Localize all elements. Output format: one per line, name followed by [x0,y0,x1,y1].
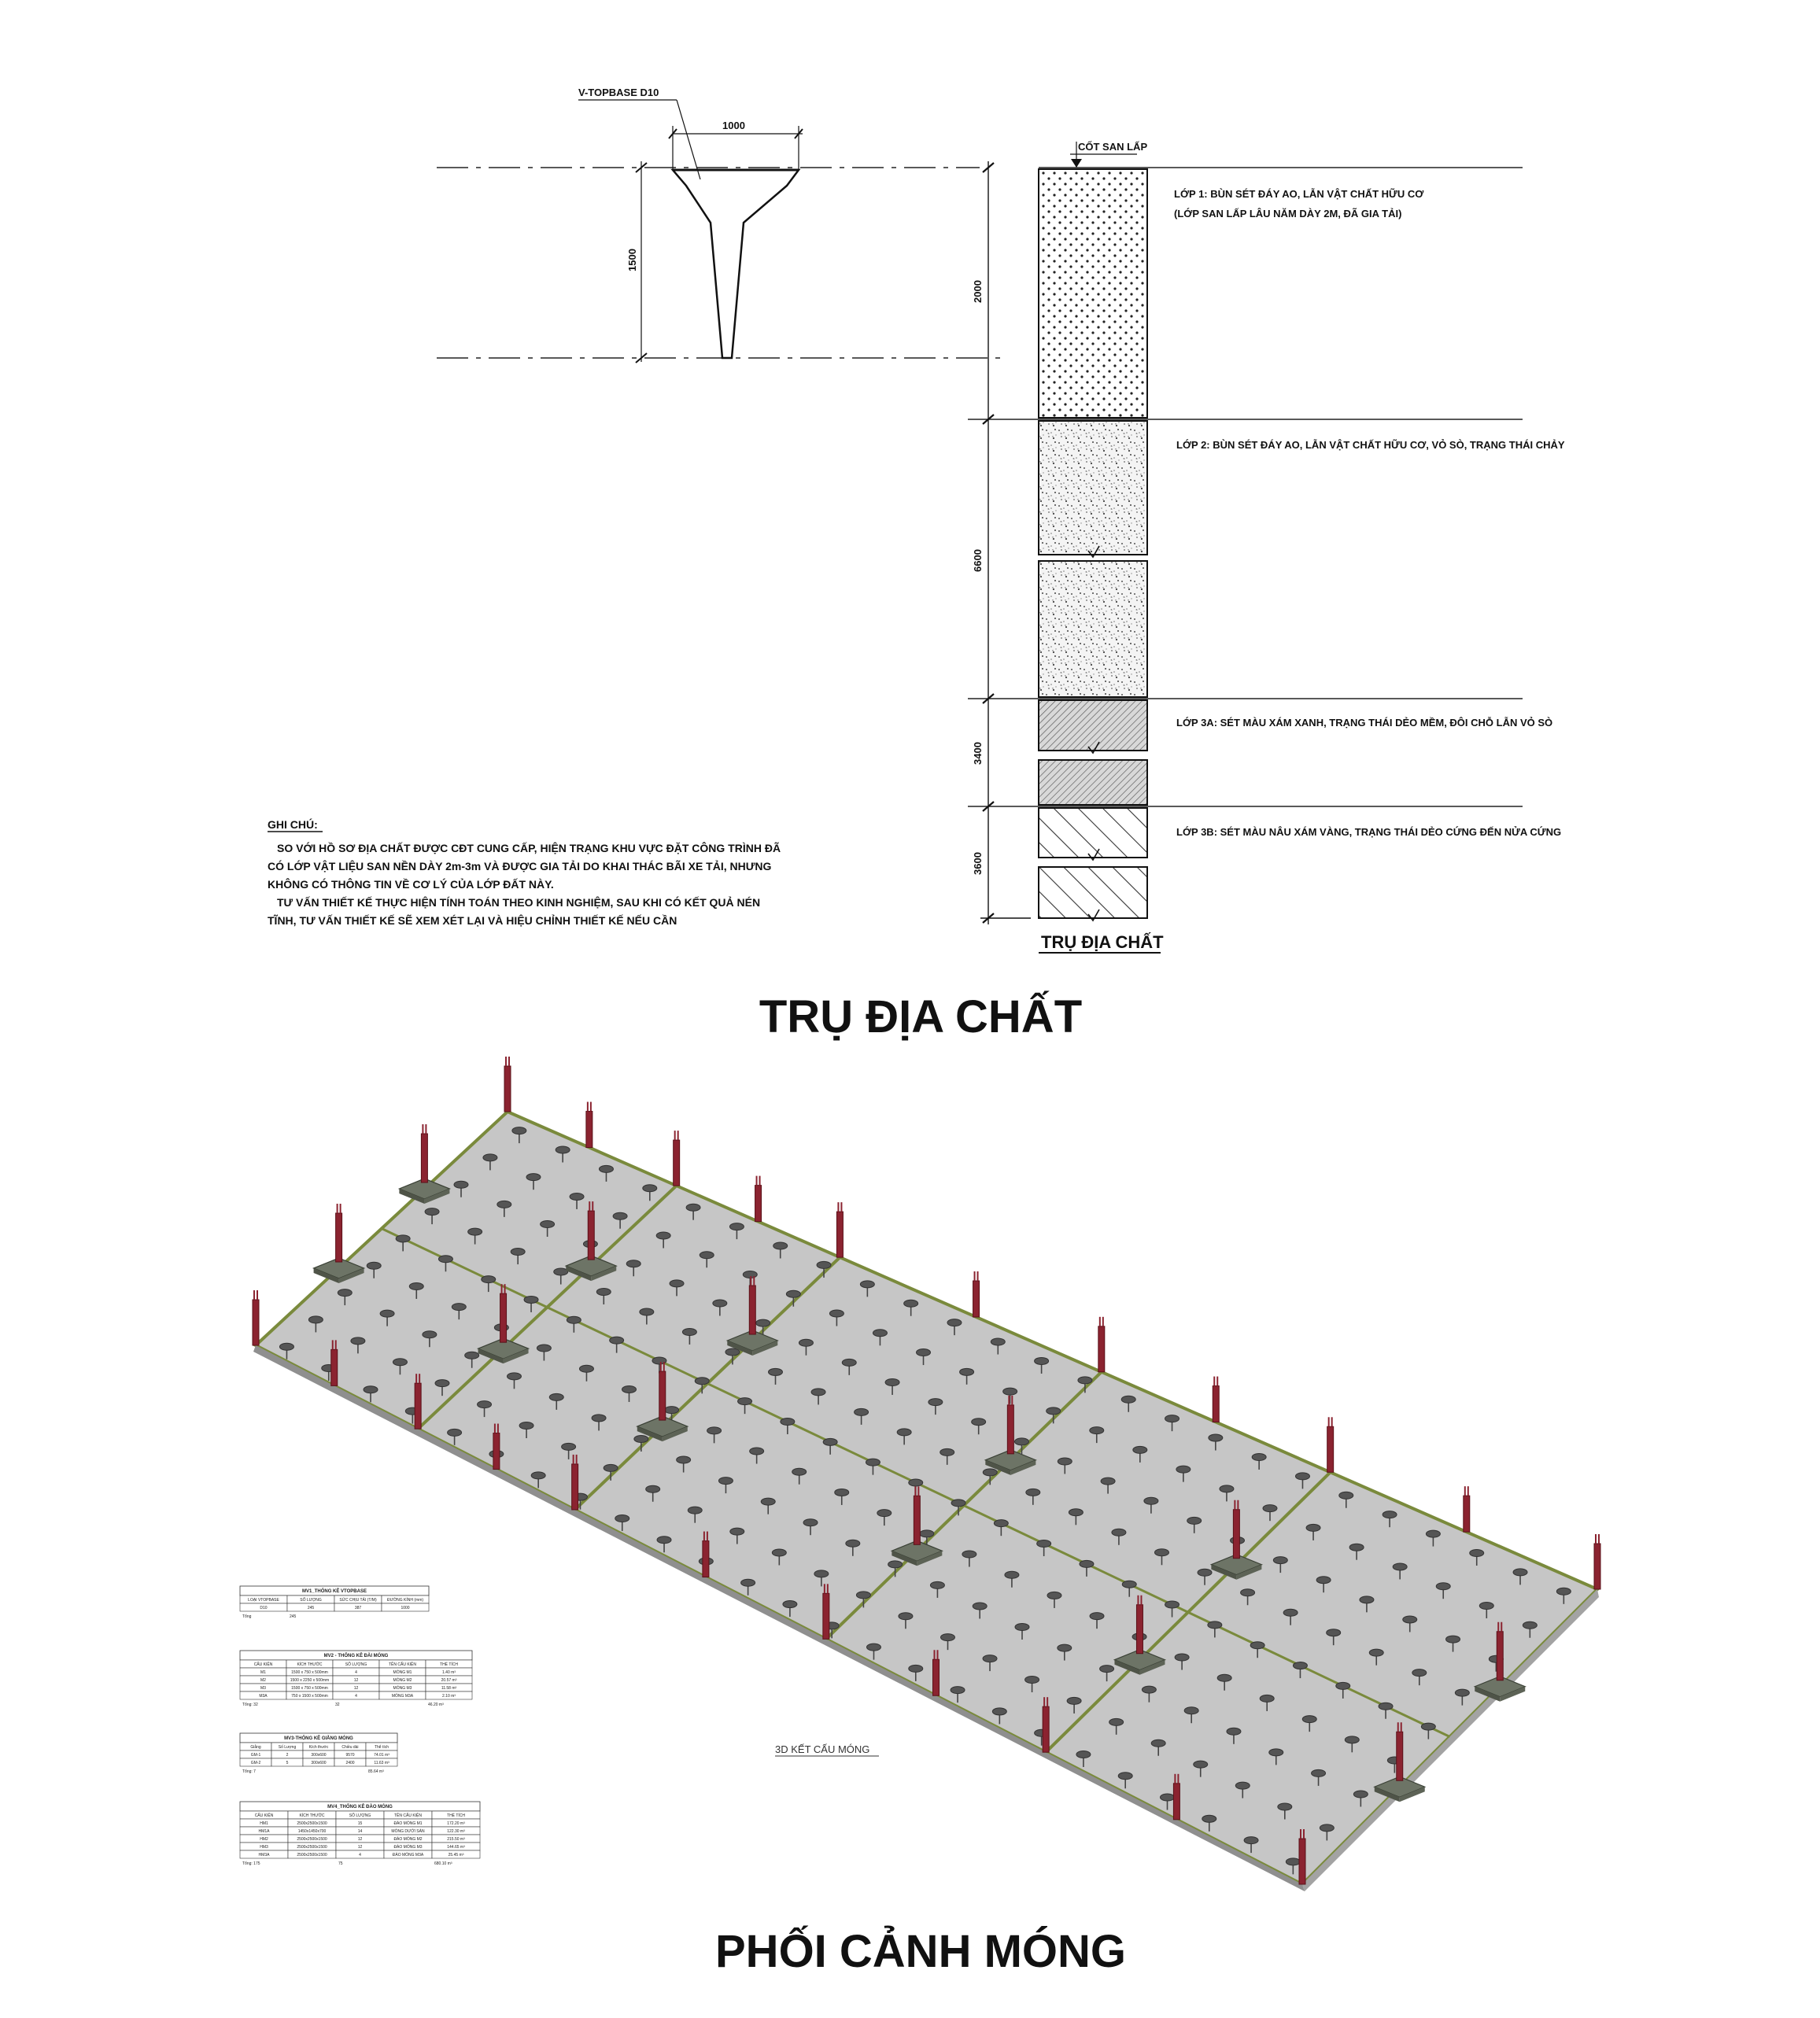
table-cell: 1500 x 2250 x 500mm [290,1678,330,1683]
schedule-table-1 [240,1586,429,1619]
layer-3a-desc: LỚP 3A: SÉT MÀU XÁM XANH, TRẠNG THÁI DẺO MỀM, ĐÔI CHỖ LẪN VỎ SÒ [1176,717,1553,729]
table-cell: 12 [357,1837,363,1842]
table-cell: 12 [353,1686,359,1691]
table-header-cell: CẤU KIỆN [254,1813,274,1818]
table-cell: HM3 [260,1845,268,1850]
table-cell: HM1A [258,1829,270,1834]
pile-width-dim: 1000 [722,120,745,131]
table-cell: 1500 x 750 x 500mm [291,1670,328,1675]
column-footer-label: TRỤ ĐỊA CHẤT [1041,932,1164,952]
table-cell: 14 [357,1829,363,1834]
table-header-cell: TÊN CẤU KIỆN [388,1662,417,1667]
table-title: MV4_THỐNG KÊ ĐÀO MÓNG [327,1805,393,1810]
table-cell: MÓNG M1 [393,1670,412,1675]
table-cell: 1500 x 750 x 500mm [291,1686,328,1691]
table-total-cell: 46.20 m³ [428,1703,444,1707]
table-title: MV2 - THỐNG KÊ ĐÀI MÓNG [323,1654,389,1658]
layer-1-desc-2: (LỚP SAN LẤP LÂU NĂM DÀY 2M, ĐÃ GIA TẢI) [1174,208,1402,220]
table-header-cell: SỐ LƯỢNG [300,1598,322,1603]
table-cell: 172.20 m³ [447,1821,465,1826]
geo-title: TRỤ ĐỊA CHẤT [759,991,1083,1042]
pile-shape [673,170,799,358]
table-cell: ĐÀO MÓNG M1 [393,1821,423,1826]
table-cell: 12 [357,1845,363,1850]
table-cell: 4 [359,1853,361,1858]
table-cell: 11.63 m³ [374,1761,389,1765]
table-cell: 1000 [401,1606,410,1610]
table-cell: 11.58 m³ [441,1686,457,1691]
table-cell: 74.01 m³ [374,1753,389,1758]
table-total-cell: 245 [290,1614,297,1619]
table-cell: M2 [260,1678,266,1683]
layer-3b-dim: 3600 [972,852,984,875]
table-header-cell: SỨC CHỊU TẢI (T/M) [339,1598,377,1603]
layer-3b-block-a [1039,808,1147,858]
layer-1-dim: 2000 [972,280,984,303]
table-cell: 15 [357,1821,363,1826]
table-header-cell: CẤU KIỆN [253,1662,273,1667]
table-title: MV3-THỐNG KÊ GIẰNG MÓNG [284,1736,353,1741]
table-cell: 12 [353,1678,359,1683]
table-cell: 2500x2500x1500 [297,1821,327,1826]
table-cell: M3 [260,1686,266,1691]
table-header-cell: KÍCH THƯỚC [299,1813,325,1818]
layer-1-block [1039,169,1147,418]
table-cell: D10 [260,1606,268,1610]
pile-label: V-TOPBASE D10 [578,87,659,98]
table-cell: 300x600 [311,1761,327,1765]
table-total-cell: 680.10 m³ [434,1861,452,1866]
table-cell: 2500x2500x1500 [297,1845,327,1850]
table-cell: 2500x2500x1500 [297,1853,327,1858]
layer-3a-block-a [1039,700,1147,751]
schedule-table-2 [240,1651,472,1707]
table-total-cell: 75 [338,1861,343,1866]
schedule-tables [240,1586,480,1866]
table-cell: MÓNG DƯỚI SÀN [391,1829,425,1834]
table-header-cell: Kích thước [308,1745,329,1750]
table-header-cell: ĐƯỜNG KÍNH (mm) [386,1598,424,1603]
layer-2-block-a [1039,421,1147,555]
table-cell: 2500x2500x1500 [297,1837,327,1842]
layer-2-dim: 6600 [972,549,984,572]
table-cell: 387 [354,1606,362,1610]
table-cell: 25.45 m³ [448,1853,464,1858]
table-cell: HM2 [260,1837,268,1842]
table-cell: 215.50 m³ [447,1837,465,1842]
table-cell: 5 [286,1761,289,1765]
table-cell: GM-1 [250,1753,261,1758]
view-3d-label: 3D KẾT CẤU MÓNG [775,1743,870,1755]
layer-3b-desc: LỚP 3B: SÉT MÀU NÂU XÁM VÀNG, TRẠNG THÁI DẺO CỨNG ĐẾN NỬA CỨNG [1176,826,1562,838]
table-total-cell: Tổng: 175 [242,1861,260,1866]
notes-line-1: SO VỚI HỒ SƠ ĐỊA CHẤT ĐƯỢC CĐT CUNG CẤP, HIỆN TRẠNG KHU VỰC ĐẶT CÔNG TRÌNH ĐÃ [277,842,781,854]
table-cell: ĐÀO MÓNG M3 [393,1845,423,1850]
schedule-table-3 [240,1733,397,1774]
notes-title: GHI CHÚ: [268,818,318,831]
table-header-cell: TÊN CẤU KIỆN [393,1813,423,1818]
layer-2-block-b [1039,561,1147,697]
table-cell: 9570 [345,1753,355,1758]
table-cell: MÓNG M3A [391,1694,414,1699]
table-header-cell: KÍCH THƯỚC [297,1662,323,1667]
table-cell: HM3A [258,1853,270,1858]
table-total-cell: Tổng: 7 [242,1769,256,1774]
table-cell: 245 [307,1606,315,1610]
table-cell: 144.65 m³ [447,1845,465,1850]
table-cell: ĐÀO MÓNG M3A [392,1853,424,1858]
table-cell: MÓNG M2 [393,1678,412,1683]
foundation-title: PHỐI CẢNH MÓNG [715,1926,1126,1977]
table-cell: 2400 [345,1761,355,1765]
table-header-cell: Số Lượng [278,1745,297,1750]
layer-3a-block-b [1039,760,1147,805]
layer-3a-dim: 3400 [972,742,984,765]
table-cell: 2.10 m³ [442,1694,456,1699]
table-cell: 750 x 1500 x 500mm [291,1694,328,1699]
table-cell: 4 [355,1670,357,1675]
table-cell: ĐÀO MÓNG M2 [393,1837,423,1842]
table-header-cell: SỐ LƯỢNG [345,1662,367,1667]
table-total-cell: Tổng: 32 [242,1703,258,1707]
table-header-cell: Giằng [250,1745,261,1750]
table-total-cell: 32 [335,1703,340,1707]
layer-1-desc: LỚP 1: BÙN SÉT ĐÁY AO, LẪN VẬT CHẤT HỮU CƠ [1174,188,1424,200]
table-cell: HM1 [260,1821,268,1826]
fill-level-label: CỐT SAN LẤP [1078,141,1148,153]
table-header-cell: SỐ LƯỢNG [349,1813,371,1818]
table-cell: 2 [286,1753,289,1758]
notes-line-2: CÓ LỚP VẬT LIỆU SAN NỀN DÀY 2m-3m VÀ ĐƯỢC GIA TẢI DO KHAI THÁC BÃI XE TẢI, NHƯNG [268,860,772,872]
table-header-cell: Chiều dài [341,1745,359,1750]
table-total-cell: Tổng [242,1614,252,1619]
pile-detail [437,87,1007,363]
table-header-cell: THỂ TÍCH [440,1662,458,1667]
table-cell: MÓNG M3 [393,1686,412,1691]
table-title: MV1_THỐNG KÊ VTOPBASE [302,1589,367,1594]
layer-2-desc: LỚP 2: BÙN SÉT ĐÁY AO, LẪN VẬT CHẤT HỮU CƠ, VỎ SÒ, TRẠNG THÁI CHẢY [1176,439,1565,451]
table-cell: 20.57 m³ [441,1678,457,1683]
table-cell: GM-2 [250,1761,261,1765]
table-cell: 300x600 [311,1753,327,1758]
soil-column [968,141,1565,953]
table-header-cell: THỂ TÍCH [447,1813,465,1818]
table-header-cell: LOẠI VTOPBASE [248,1598,279,1603]
table-cell: 4 [355,1694,357,1699]
table-cell: M1 [260,1670,266,1675]
layer-3b-block-b [1039,867,1147,918]
table-cell: 1.40 m³ [442,1670,456,1675]
table-header-cell: Thể tích [374,1745,389,1750]
table-total-cell: 85.64 m³ [368,1769,384,1774]
notes-line-3: KHÔNG CÓ THÔNG TIN VỀ CƠ LÝ CỦA LỚP ĐẤT NÀY. [268,878,554,891]
notes-line-5: TĨNH, TƯ VẤN THIẾT KẾ SẼ XEM XÉT LẠI VÀ HIỆU CHỈNH THIẾT KẾ NẾU CẦN [268,914,677,927]
table-cell: 1450x1450x700 [297,1829,327,1834]
notes-line-4: TƯ VẤN THIẾT KẾ THỰC HIỆN TÍNH TOÁN THEO KINH NGHIỆM, SAU KHI CÓ KẾT QUẢ NÉN [277,896,761,909]
pile-height-dim: 1500 [626,249,638,271]
table-cell: 122.30 m³ [447,1829,465,1834]
schedule-table-4 [240,1802,480,1866]
table-cell: M3A [259,1694,268,1699]
notes-block [268,817,781,927]
